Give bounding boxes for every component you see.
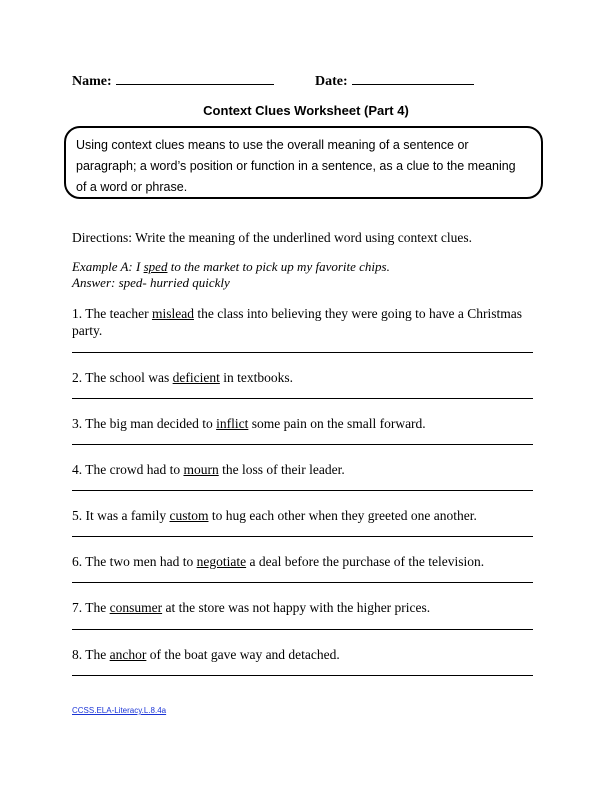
- question-text: 5. It was a family: [72, 508, 170, 523]
- underlined-word: consumer: [109, 600, 163, 615]
- date-label: Date:: [315, 74, 348, 89]
- question-text: 2. The school was: [72, 370, 173, 385]
- question-7: [72, 599, 542, 616]
- question-text: 6. The two men had to: [72, 554, 197, 569]
- definition-line-2: paragraph; a word’s position or function in a sentence, as a clue to the meaning: [76, 159, 516, 173]
- date-field[interactable]: [315, 72, 474, 90]
- header-row: [72, 72, 542, 92]
- underlined-word: mourn: [183, 462, 219, 477]
- example-sentence: [72, 259, 542, 275]
- question-text: 8. The: [72, 647, 110, 662]
- question-3: [72, 415, 542, 432]
- question-text: 1. The teacher: [72, 306, 152, 321]
- answer-line-2[interactable]: [72, 398, 533, 399]
- question-text: to hug each other when they greeted one another.: [208, 508, 477, 523]
- question-text-continued: party.: [72, 323, 103, 338]
- answer-line-3[interactable]: [72, 444, 533, 445]
- answer-line-7[interactable]: [72, 629, 533, 630]
- question-text: 3. The big man decided to: [72, 416, 217, 431]
- underlined-word: mislead: [151, 306, 194, 321]
- question-text: in textbooks.: [219, 370, 293, 385]
- answer-line-6[interactable]: [72, 582, 533, 583]
- underlined-word: negotiate: [196, 554, 247, 569]
- answer-line-8[interactable]: [72, 675, 533, 676]
- question-text: at the store was not happy with the higher prices.: [162, 600, 431, 615]
- question-text: the loss of their leader.: [218, 462, 345, 477]
- example-block: [72, 259, 542, 291]
- name-blank-line[interactable]: [116, 72, 274, 85]
- question-6: [72, 553, 542, 570]
- example-underlined-word: sped: [143, 259, 168, 274]
- standard-link[interactable]: CCSS.ELA-Literacy.L.8.4a: [72, 706, 167, 715]
- date-blank-line[interactable]: [352, 72, 474, 85]
- example-suffix: to the market to pick up my favorite chips.: [167, 259, 390, 274]
- question-8: [72, 646, 542, 663]
- question-1: [72, 305, 542, 339]
- answer-line-5[interactable]: [72, 536, 533, 537]
- question-text: a deal before the purchase of the television.: [246, 554, 485, 569]
- underlined-word: deficient: [172, 370, 220, 385]
- example-prefix: Example A: I: [72, 259, 144, 274]
- question-5: [72, 507, 542, 524]
- directions-text: Directions: Write the meaning of the underlined word using context clues.: [72, 230, 472, 245]
- name-field[interactable]: [72, 72, 274, 90]
- underlined-word: custom: [169, 508, 209, 523]
- question-text: of the boat gave way and detached.: [146, 647, 340, 662]
- question-text: 7. The: [72, 600, 110, 615]
- question-text: some pain on the small forward.: [248, 416, 426, 431]
- example-answer: Answer: sped- hurried quickly: [72, 275, 230, 290]
- answer-line-4[interactable]: [72, 490, 533, 491]
- underlined-word: inflict: [216, 416, 249, 431]
- answer-line-1[interactable]: [72, 352, 533, 353]
- underlined-word: anchor: [109, 647, 147, 662]
- definition-line-3: of a word or phrase.: [76, 180, 188, 194]
- definition-box: [64, 126, 543, 199]
- question-2: [72, 369, 542, 386]
- question-4: [72, 461, 542, 478]
- definition-line-1: Using context clues means to use the overall meaning of a sentence or: [76, 138, 469, 152]
- worksheet-title: Context Clues Worksheet (Part 4): [203, 103, 409, 118]
- question-text: the class into believing they were going to have a Christmas: [193, 306, 523, 321]
- question-text: 4. The crowd had to: [72, 462, 184, 477]
- name-label: Name:: [72, 74, 112, 89]
